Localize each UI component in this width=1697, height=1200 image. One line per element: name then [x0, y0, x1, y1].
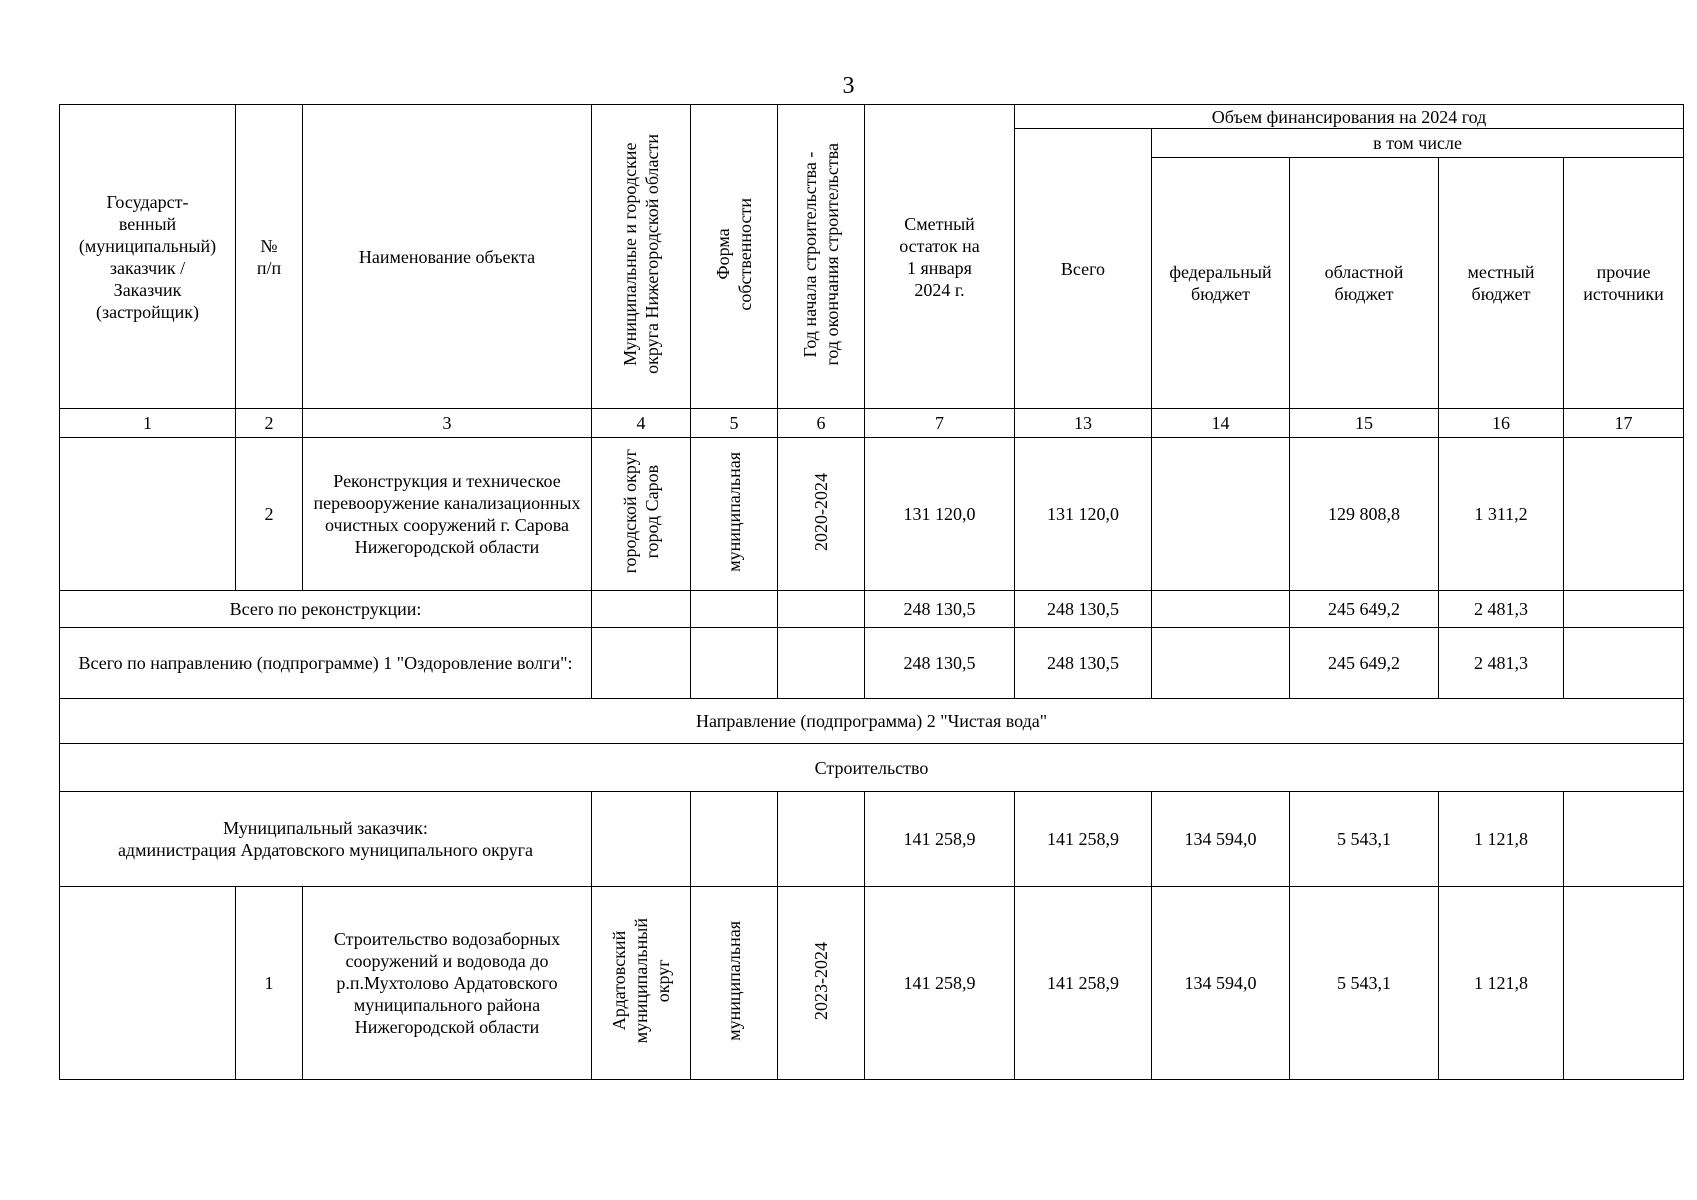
cell-total-label: Всего по реконструкции: — [60, 591, 592, 628]
cell-regional: 5 543,1 — [1290, 792, 1439, 887]
cell-customer — [60, 887, 236, 1080]
cell-total-label: Всего по направлению (подпрограмме) 1 "Оздоровление волги": — [60, 628, 592, 699]
column-number: 5 — [691, 409, 778, 438]
page-number: 3 — [842, 73, 855, 99]
section-row — [60, 699, 1684, 744]
cell-total: 141 258,9 — [1015, 887, 1152, 1080]
header-local: местный бюджет — [1439, 158, 1564, 409]
cell-municipality — [592, 628, 691, 699]
column-number: 3 — [303, 409, 592, 438]
cell-estimate: 248 130,5 — [865, 591, 1015, 628]
cell-years — [778, 591, 865, 628]
cell-municipality — [592, 591, 691, 628]
header-years: Год начала строительства - год окончания строительства — [778, 105, 865, 409]
column-number: 14 — [1152, 409, 1290, 438]
cell-local: 1 311,2 — [1439, 438, 1564, 591]
column-number: 17 — [1564, 409, 1684, 438]
header-including: в том числе — [1152, 129, 1684, 158]
header-estimate: Сметный остаток на 1 января 2024 г. — [865, 105, 1015, 409]
cell-regional: 5 543,1 — [1290, 887, 1439, 1080]
cell-local: 1 121,8 — [1439, 792, 1564, 887]
header-regional: областной бюджет — [1290, 158, 1439, 409]
column-number: 15 — [1290, 409, 1439, 438]
cell-other — [1564, 887, 1684, 1080]
cell-local: 2 481,3 — [1439, 628, 1564, 699]
cell-estimate: 248 130,5 — [865, 628, 1015, 699]
table-row — [60, 792, 1684, 887]
cell-object-name: Реконструкция и техническое перевооружение канализационных очистных сооружений г. Сарова Нижегородской области — [303, 438, 592, 591]
header-object-name: Наименование объекта — [303, 105, 592, 409]
cell-years: 2023-2024 — [778, 887, 865, 1080]
cell-total: 141 258,9 — [1015, 792, 1152, 887]
cell-local: 2 481,3 — [1439, 591, 1564, 628]
column-number: 4 — [592, 409, 691, 438]
table-row — [60, 887, 1684, 1080]
cell-federal: 134 594,0 — [1152, 887, 1290, 1080]
cell-estimate: 141 258,9 — [865, 887, 1015, 1080]
cell-years: 2020-2024 — [778, 438, 865, 591]
column-number: 16 — [1439, 409, 1564, 438]
table-row — [60, 438, 1684, 591]
cell-ownership: муниципальная — [691, 887, 778, 1080]
cell-other — [1564, 792, 1684, 887]
cell-federal — [1152, 438, 1290, 591]
column-number: 7 — [865, 409, 1015, 438]
header-municipality: Муниципальные и городские округа Нижегородской области — [592, 105, 691, 409]
header-total: Всего — [1015, 129, 1152, 409]
table-row — [60, 591, 1684, 628]
cell-ownership — [691, 591, 778, 628]
cell-regional: 245 649,2 — [1290, 628, 1439, 699]
cell-number: 1 — [236, 887, 303, 1080]
cell-customer-label: Муниципальный заказчик: администрация Ардатовского муниципального округа — [60, 792, 592, 887]
section-direction-2: Направление (подпрограмма) 2 "Чистая вода" — [60, 699, 1684, 744]
cell-ownership — [691, 792, 778, 887]
cell-regional: 129 808,8 — [1290, 438, 1439, 591]
cell-other — [1564, 438, 1684, 591]
cell-other — [1564, 591, 1684, 628]
cell-municipality: Ардатовский муниципальный округ — [592, 887, 691, 1080]
cell-total: 248 130,5 — [1015, 628, 1152, 699]
cell-municipality: городской округ город Саров — [592, 438, 691, 591]
cell-customer — [60, 438, 236, 591]
cell-years — [778, 628, 865, 699]
section-row — [60, 744, 1684, 792]
column-number: 13 — [1015, 409, 1152, 438]
cell-ownership: муниципальная — [691, 438, 778, 591]
column-number: 6 — [778, 409, 865, 438]
column-number: 2 — [236, 409, 303, 438]
column-number: 1 — [60, 409, 236, 438]
cell-municipality — [592, 792, 691, 887]
cell-regional: 245 649,2 — [1290, 591, 1439, 628]
section-construction: Строительство — [60, 744, 1684, 792]
cell-number: 2 — [236, 438, 303, 591]
header-number: № п/п — [236, 105, 303, 409]
cell-years — [778, 792, 865, 887]
cell-ownership — [691, 628, 778, 699]
header-federal: федеральный бюджет — [1152, 158, 1290, 409]
cell-estimate: 131 120,0 — [865, 438, 1015, 591]
header-funding-group: Объем финансирования на 2024 год — [1015, 105, 1684, 129]
cell-federal — [1152, 628, 1290, 699]
table-row — [60, 628, 1684, 699]
header-other: прочие источники — [1564, 158, 1684, 409]
cell-other — [1564, 628, 1684, 699]
header-row — [60, 105, 1684, 129]
cell-object-name: Строительство водозаборных сооружений и водовода до р.п.Мухтолово Ардатовского муниципального района Нижегородской области — [303, 887, 592, 1080]
cell-total: 248 130,5 — [1015, 591, 1152, 628]
cell-estimate: 141 258,9 — [865, 792, 1015, 887]
cell-federal: 134 594,0 — [1152, 792, 1290, 887]
header-customer: Государст- венный (муниципальный) заказчик / Заказчик (застройщик) — [60, 105, 236, 409]
header-ownership: Форма собственности — [691, 105, 778, 409]
cell-total: 131 120,0 — [1015, 438, 1152, 591]
column-numbers-row — [60, 409, 1684, 438]
cell-local: 1 121,8 — [1439, 887, 1564, 1080]
financing-table — [59, 104, 1684, 1080]
cell-federal — [1152, 591, 1290, 628]
